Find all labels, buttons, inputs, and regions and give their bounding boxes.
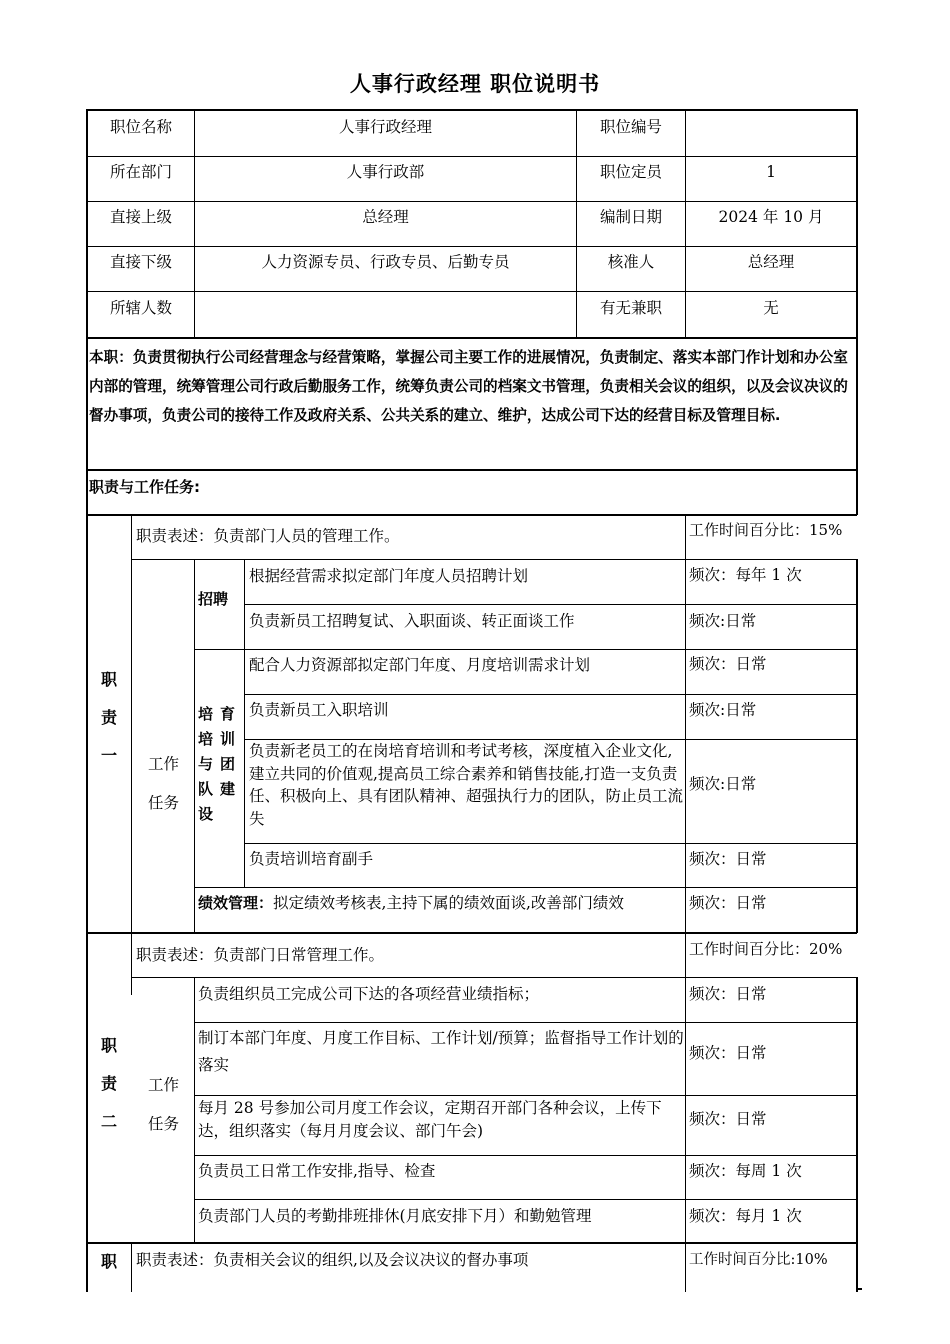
duty2-label: 职 责 二 xyxy=(100,1036,117,1131)
duty2-freq: 频次：日常 xyxy=(689,1044,767,1062)
duty1-task: 配合人力资源部拟定部门年度、月度培训需求计划 xyxy=(249,656,591,674)
duty2-percent: 工作时间百分比：20% xyxy=(689,940,843,958)
duty2-freq: 频次：每月 1 次 xyxy=(689,1207,802,1225)
department-value: 人事行政部 xyxy=(346,163,425,181)
managed-label: 所辖人数 xyxy=(109,299,172,317)
duty1-work-label-2: 任务 xyxy=(148,794,180,812)
recruit-label: 招聘 xyxy=(198,590,229,608)
approver-value: 总经理 xyxy=(747,253,795,271)
date-label: 编制日期 xyxy=(599,208,662,226)
duty2-task: 每月 28 号参加公司月度工作会议，定期召开部门各种会议，上传下达，组织落实（每月月度会议、部门午会) xyxy=(198,1099,662,1140)
page-title: 人事行政经理 职位说明书 xyxy=(349,72,601,96)
duty1-freq: 频次:日常 xyxy=(689,775,757,793)
tasks-header: 职责与工作任务: xyxy=(89,478,200,496)
position-name-label: 职位名称 xyxy=(109,118,172,136)
duty1-freq: 频次：日常 xyxy=(689,850,767,868)
duty2-freq: 频次：日常 xyxy=(689,1110,767,1128)
approver-label: 核准人 xyxy=(607,253,655,271)
duty2-work-label-2: 任务 xyxy=(148,1115,180,1133)
duty1-percent: 工作时间百分比：15% xyxy=(689,521,843,539)
performance-label: 绩效管理： xyxy=(198,894,274,912)
duty2-task: 制订本部门年度、月度工作目标、工作计划/预算；监督指导工作计划的落实 xyxy=(198,1029,684,1074)
performance-text: 拟定绩效考核表,主持下属的绩效面谈,改善部门绩效 xyxy=(273,894,624,912)
duty2-statement: 职责表述：负责部门日常管理工作。 xyxy=(136,946,385,964)
duty3-label: 职 xyxy=(100,1252,117,1271)
duty2-task: 负责员工日常工作安排,指导、检查 xyxy=(198,1162,436,1180)
duty-summary: 本职：负责贯彻执行公司经营理念与经营策略，掌握公司主要工作的进展情况，负责制定、落实本部门作计划和办公室内部的管理，统筹管理公司行政后勤服务工作，统筹负责公司的档案文书管理，负责相关会议的组织，以及会议决议的督办事项，负责公司的接待工作及政府关系、公共关系的建立、维护，达成公司下达的经营目标及管理目标. xyxy=(89,349,848,424)
superior-label: 直接上级 xyxy=(109,208,172,226)
duty2-freq: 频次：日常 xyxy=(689,985,767,1003)
duty1-task: 负责新老员工的在岗培育培训和考试考核，深度植入企业文化,建立共同的价值观,提高员工综合素养和销售技能,打造一支负责任、积极向上、具有团队精神、超强执行力的团队，防止员工流失 xyxy=(249,742,684,828)
duty2-task: 负责组织员工完成公司下达的各项经营业绩指标； xyxy=(198,985,540,1003)
date-value: 2024 年 10 月 xyxy=(718,208,824,226)
duty1-label: 职 责 一 xyxy=(100,670,117,765)
duty3-percent: 工作时间百分比:10% xyxy=(689,1252,828,1268)
duty3-statement: 职责表述：负责相关会议的组织,以及会议决议的督办事项 xyxy=(136,1251,529,1269)
department-label: 所在部门 xyxy=(109,163,172,181)
duty2-freq: 频次：每周 1 次 xyxy=(689,1162,802,1180)
duty2-task: 负责部门人员的考勤排班排休(月底安排下月）和勤勉管理 xyxy=(198,1207,592,1225)
headcount-value: 1 xyxy=(766,163,776,181)
headcount-label: 职位定员 xyxy=(599,163,662,181)
duty1-statement: 职责表述：负责部门人员的管理工作。 xyxy=(136,527,400,545)
duty1-freq: 频次:日常 xyxy=(689,612,757,630)
duty1-freq: 频次：日常 xyxy=(689,894,767,912)
training-label: 培 育 培 训 与 团 队 建 设 xyxy=(198,705,236,823)
duty1-work-label-1: 工作 xyxy=(148,755,180,773)
duty1-task: 根据经营需求拟定部门年度人员招聘计划 xyxy=(249,567,529,585)
subordinate-value: 人力资源专员、行政专员、后勤专员 xyxy=(261,253,510,271)
duty1-freq: 频次：每年 1 次 xyxy=(689,566,802,584)
subordinate-label: 直接下级 xyxy=(109,253,172,271)
concurrent-value: 无 xyxy=(763,299,779,317)
concurrent-label: 有无兼职 xyxy=(599,299,662,317)
performance-row xyxy=(198,892,624,914)
duty2-work-label-1: 工作 xyxy=(148,1076,180,1094)
duty1-task: 负责培训培育副手 xyxy=(249,850,374,868)
duty1-freq: 频次:日常 xyxy=(689,701,757,719)
position-no-label: 职位编号 xyxy=(599,118,662,136)
duty1-freq: 频次：日常 xyxy=(689,655,767,673)
duty1-task: 负责新员工招聘复试、入职面谈、转正面谈工作 xyxy=(249,612,575,630)
duty1-task: 负责新员工入职培训 xyxy=(249,701,389,719)
superior-value: 总经理 xyxy=(362,208,409,226)
position-name-value: 人事行政经理 xyxy=(338,118,432,136)
